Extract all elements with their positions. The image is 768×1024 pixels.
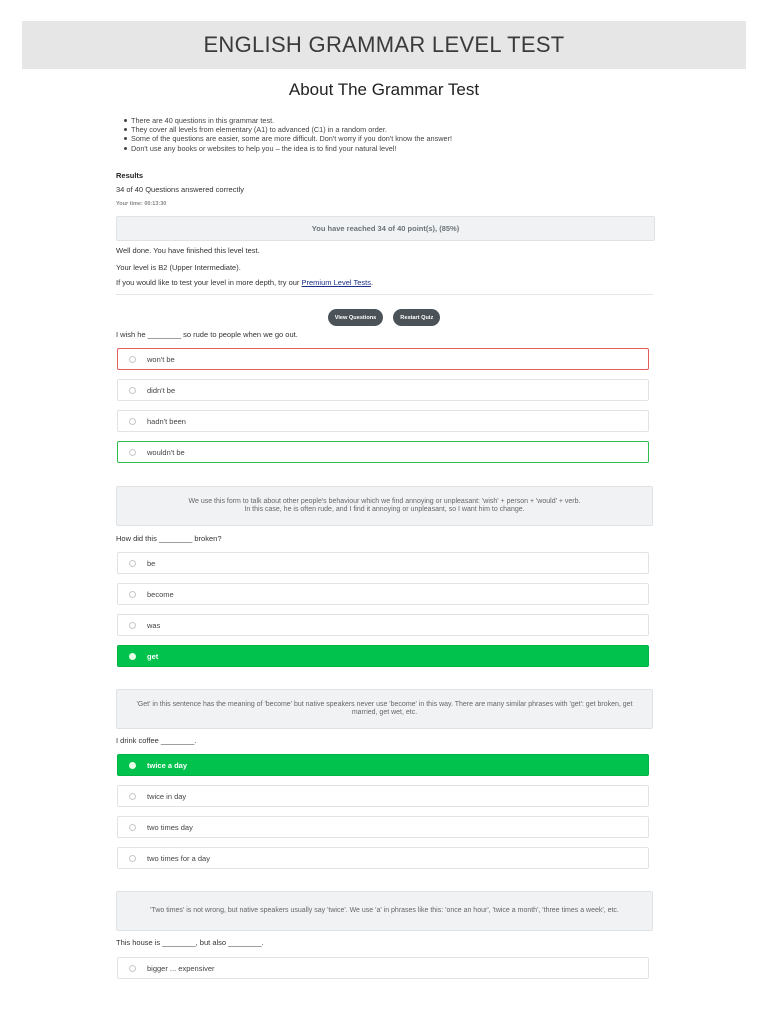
time-taken: Your time: 00:13:30 [116,201,167,207]
question-text: How did this ________ broken? [116,534,222,543]
premium-level-tests-link[interactable]: Premium Level Tests [301,278,371,287]
page-title: ENGLISH GRAMMAR LEVEL TEST [203,32,565,57]
question-text: I drink coffee ________. [116,736,197,745]
radio-icon [129,387,136,394]
well-done-message: Well done. You have finished this level test. [116,246,260,255]
answer-option[interactable] [117,410,649,432]
explanation-box [116,891,653,931]
points-text: You have reached 34 of 40 point(s), (85%) [311,224,460,233]
question-text: I wish he ________ so rude to people when we go out. [116,330,298,339]
answer-option[interactable] [117,552,649,574]
explanation-text: 'Two times' is not wrong, but native speakers usually say 'twice'. We use 'a' in phrases like this: 'once an hour', 'twice a month', 'three times a week', etc. [150,906,619,914]
answer-label: two times for a day [147,853,210,863]
explanation-box [116,689,653,729]
answer-label: get [147,651,159,661]
explanation-text: In this case, he is often rude, and I find it annoying or unpleasant, so I want him to change. [244,506,525,513]
quiz-actions [0,309,768,326]
radio-icon [129,824,136,831]
answer-option[interactable] [117,785,649,807]
divider [116,294,653,295]
results-count: 34 of 40 Questions answered correctly [116,185,244,194]
radio-icon [129,653,136,660]
level-message: Your level is B2 (Upper Intermediate). [116,263,241,272]
radio-icon [129,762,136,769]
about-title: About The Grammar Test [288,80,480,99]
premium-message [116,278,653,287]
answer-option[interactable] [117,583,649,605]
answer-option[interactable] [117,847,649,869]
radio-icon [129,356,136,363]
answer-label: twice a day [147,760,188,770]
results-heading: Results [116,171,144,180]
radio-icon [129,591,136,598]
answer-label: be [147,558,156,568]
answer-option[interactable] [117,379,649,401]
restart-quiz-button[interactable]: Restart Quiz [393,309,440,326]
intro-list [131,116,691,153]
premium-suffix: . [371,278,374,287]
explanation-text: We use this form to talk about other people's behaviour which we find annoying or unpleasant: 'wish' + person + 'would' + verb. [188,497,581,505]
question-text: This house is ________, but also ________. [116,938,264,947]
radio-icon [129,622,136,629]
points-summary [116,216,655,241]
intro-bullet: Some of the questions are easier, some are more difficult. Don't worry if you don't know the answer! [131,134,691,143]
intro-bullet: They cover all levels from elementary (A1) to advanced (C1) in a random order. [131,125,691,134]
answer-label: become [147,589,174,599]
view-questions-button[interactable]: View Questions [328,309,384,326]
radio-icon [129,965,136,972]
answer-label: two times day [147,822,193,832]
answer-label: twice in day [147,791,187,801]
premium-prefix: If you would like to test your level in more depth, try our [116,278,302,287]
answer-option[interactable] [117,754,649,776]
explanation-text: 'Get' in this sentence has the meaning of 'become' but native speakers never use 'become' in this way. There are many similar phrases with 'get': get broken, get married, get wet, etc. [136,700,633,716]
radio-icon [129,449,136,456]
explanation-box [116,486,653,526]
answer-option[interactable] [117,957,649,979]
intro-bullet: Don't use any books or websites to help you – the idea is to find your natural level! [131,144,691,153]
answer-option[interactable] [117,816,649,838]
answer-label: was [147,620,161,630]
answer-label: won't be [147,354,175,364]
radio-icon [129,793,136,800]
answer-label: didn't be [147,385,176,395]
answer-option[interactable] [117,441,649,463]
radio-icon [129,855,136,862]
page-header [22,21,746,69]
answer-option[interactable] [117,645,649,667]
radio-icon [129,560,136,567]
answer-option[interactable] [117,348,649,370]
answer-option[interactable] [117,614,649,636]
answer-label: hadn't been [147,416,186,426]
radio-icon [129,418,136,425]
answer-label: bigger ... expensiver [147,963,215,973]
intro-bullet: There are 40 questions in this grammar test. [131,116,691,125]
answer-label: wouldn't be [147,447,185,457]
